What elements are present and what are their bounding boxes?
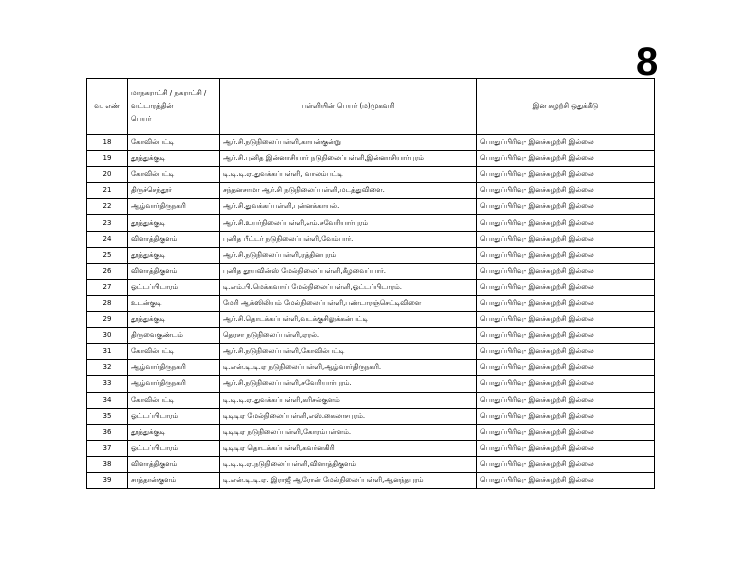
header-town-name	[128, 79, 220, 135]
cell-school-name-address: சந்தனசாமா ஆர்.சி நடுநிலைப்பள்ளி,மடத்துவிளை.	[220, 183, 477, 199]
table-row	[87, 167, 655, 183]
cell-serial-number: 24	[87, 231, 128, 247]
cell-rotation-quota: பொதுப்பிரிவு- இனச்சுழற்சி இல்லை	[477, 408, 655, 424]
cell-school-name-address: டி.டி.டி.ஏ.நடுநிலைப்பள்ளி,விளாத்திகுளம்	[220, 456, 477, 472]
cell-rotation-quota: பொதுப்பிரிவு- இனச்சுழற்சி இல்லை	[477, 312, 655, 328]
cell-school-name-address: ஆர்.சி.புனித இன்னாசியார் நடுநிலைப்பள்ளி,இன்னாசியார்புரம்	[220, 151, 477, 167]
table-row	[87, 279, 655, 295]
cell-town-name: திருவைகுண்டம்	[128, 328, 220, 344]
cell-serial-number: 21	[87, 183, 128, 199]
cell-town-name: உடன்குடி	[128, 295, 220, 311]
cell-town-name: சாத்தான்குளம்	[128, 472, 220, 488]
cell-rotation-quota: பொதுப்பிரிவு- இனச்சுழற்சி இல்லை	[477, 231, 655, 247]
cell-rotation-quota: பொதுப்பிரிவு- இனச்சுழற்சி இல்லை	[477, 424, 655, 440]
cell-serial-number: 33	[87, 376, 128, 392]
table-row	[87, 215, 655, 231]
header-town-line-2: வட்டாரத்தின்	[131, 102, 174, 110]
cell-serial-number: 20	[87, 167, 128, 183]
cell-rotation-quota: பொதுப்பிரிவு- இனச்சுழற்சி இல்லை	[477, 456, 655, 472]
cell-town-name: திருச்செந்தூர்	[128, 183, 220, 199]
cell-school-name-address: ஆர்.சி.தொடக்கப்பள்ளி,வடக்குசிலுக்கன்பட்டி	[220, 312, 477, 328]
cell-serial-number: 26	[87, 263, 128, 279]
table-row	[87, 424, 655, 440]
cell-town-name: தூத்துக்குடி	[128, 247, 220, 263]
cell-rotation-quota: பொதுப்பிரிவு- இனச்சுழற்சி இல்லை	[477, 183, 655, 199]
cell-rotation-quota: பொதுப்பிரிவு- இனச்சுழற்சி இல்லை	[477, 392, 655, 408]
table-row	[87, 456, 655, 472]
cell-rotation-quota: பொதுப்பிரிவு- இனச்சுழற்சி இல்லை	[477, 376, 655, 392]
cell-school-name-address: தெரசா நடுநிலைப்பள்ளி,ஏரல்.	[220, 328, 477, 344]
cell-rotation-quota: பொதுப்பிரிவு- இனச்சுழற்சி இல்லை	[477, 247, 655, 263]
cell-serial-number: 23	[87, 215, 128, 231]
cell-town-name: ஆழ்வார்திருநகரி	[128, 376, 220, 392]
cell-town-name: ஓட்டப்பிடாரம்	[128, 279, 220, 295]
cell-town-name: ஆழ்வார்திருநகரி	[128, 199, 220, 215]
table-row	[87, 247, 655, 263]
cell-rotation-quota: பொதுப்பிரிவு- இனச்சுழற்சி இல்லை	[477, 328, 655, 344]
table-row	[87, 360, 655, 376]
header-school-name-address: பள்ளியின் பெயர் (ம)முகவரி	[220, 79, 477, 135]
table-row	[87, 135, 655, 151]
cell-town-name: தூத்துக்குடி	[128, 312, 220, 328]
table-row	[87, 408, 655, 424]
cell-serial-number: 34	[87, 392, 128, 408]
cell-serial-number: 30	[87, 328, 128, 344]
cell-rotation-quota: பொதுப்பிரிவு- இனச்சுழற்சி இல்லை	[477, 344, 655, 360]
page-number: 8	[636, 40, 659, 84]
cell-school-name-address: ஆர்.சி.துவக்கப்பள்ளி,புன்னக்காயல்.	[220, 199, 477, 215]
cell-school-name-address: புனித தூயவின்ஸ் மேல்நிலைப்பள்ளி,கீழவைப்பார்.	[220, 263, 477, 279]
cell-town-name: ஓட்டப்பிடாரம்	[128, 408, 220, 424]
cell-town-name: தூத்துக்குடி	[128, 424, 220, 440]
cell-school-name-address: ஆர்.சி.நடுநிலைப்பள்ளி,கோவில்பட்டி	[220, 344, 477, 360]
table-row	[87, 392, 655, 408]
cell-serial-number: 35	[87, 408, 128, 424]
cell-town-name: கோவில்பட்டி	[128, 344, 220, 360]
cell-rotation-quota: பொதுப்பிரிவு- இனச்சுழற்சி இல்லை	[477, 167, 655, 183]
cell-town-name: கோவில்பட்டி	[128, 135, 220, 151]
cell-school-name-address: டி.டி.டி.ஏ.துவக்கப்பள்ளி, வாலம்பட்டி	[220, 167, 477, 183]
cell-school-name-address: புனித பீட்டர் நடுநிலைப்பள்ளி,வேம்பார்.	[220, 231, 477, 247]
header-serial-number: வ. எண்	[87, 79, 128, 135]
table-row	[87, 231, 655, 247]
cell-serial-number: 38	[87, 456, 128, 472]
cell-rotation-quota: பொதுப்பிரிவு- இனச்சுழற்சி இல்லை	[477, 360, 655, 376]
table-row	[87, 312, 655, 328]
cell-serial-number: 36	[87, 424, 128, 440]
table-row	[87, 344, 655, 360]
table-row	[87, 263, 655, 279]
cell-town-name: விளாத்திகுளம்	[128, 456, 220, 472]
cell-serial-number: 22	[87, 199, 128, 215]
cell-serial-number: 29	[87, 312, 128, 328]
cell-town-name: தூத்துக்குடி	[128, 215, 220, 231]
cell-school-name-address: டி.என்.டி.டி.ஏ. இராஜீ ஆரோன் மேல்நிலைப்பள்ளி,ஆனந்தபுரம்	[220, 472, 477, 488]
cell-school-name-address: டிடிடிஏ மேல்நிலைப்பள்ளி,எஸ்.கைலாசபுரம்.	[220, 408, 477, 424]
cell-school-name-address: டி.என்.டி.டி.ஏ நடுநிலைப்பள்ளி,ஆழ்வார்திருநகரி.	[220, 360, 477, 376]
header-rotation-quota: இன சுழற்சி ஒதுக்கீடு	[477, 79, 655, 135]
header-town-line-3: பெயர்	[131, 115, 152, 123]
table-header-row	[87, 79, 655, 135]
table-row	[87, 151, 655, 167]
table-row	[87, 472, 655, 488]
table-row	[87, 199, 655, 215]
school-allocation-table	[86, 78, 655, 489]
cell-rotation-quota: பொதுப்பிரிவு- இனச்சுழற்சி இல்லை	[477, 151, 655, 167]
cell-school-name-address: டி.டி.டி.ஏ.துவக்கப்பள்ளி,கரிசல்குளம்	[220, 392, 477, 408]
cell-school-name-address: டிடிடிஏ தொடக்கப்பள்ளி,கவர்னகிரி	[220, 440, 477, 456]
cell-town-name: ஓட்டப்பிடாரம்	[128, 440, 220, 456]
cell-town-name: விளாத்திகுளம்	[128, 263, 220, 279]
cell-serial-number: 39	[87, 472, 128, 488]
cell-rotation-quota: பொதுப்பிரிவு- இனச்சுழற்சி இல்லை	[477, 295, 655, 311]
cell-school-name-address: ஆர்.சி.நடுநிலைப்பள்ளி,காயன்குன்று	[220, 135, 477, 151]
cell-rotation-quota: பொதுப்பிரிவு- இனச்சுழற்சி இல்லை	[477, 215, 655, 231]
cell-serial-number: 19	[87, 151, 128, 167]
table-row	[87, 328, 655, 344]
cell-school-name-address: ஆர்.சி.உயர்நிலைப்பள்ளி,எம்.சவேரியார்புரம்	[220, 215, 477, 231]
cell-school-name-address: ஆர்.சி.நடுநிலைப்பள்ளி,சவேரியார்புரம்.	[220, 376, 477, 392]
cell-school-name-address: மேரி ஆக்ஸிலியம் மேல்நிலைப்பள்ளி,பண்டாரஞ்செட்டிவிளை	[220, 295, 477, 311]
cell-town-name: தூத்துக்குடி	[128, 151, 220, 167]
table-row	[87, 183, 655, 199]
cell-rotation-quota: பொதுப்பிரிவு- இனச்சுழற்சி இல்லை	[477, 279, 655, 295]
cell-town-name: கோவில்பட்டி	[128, 392, 220, 408]
cell-town-name: விளாத்திகுளம்	[128, 231, 220, 247]
cell-town-name: ஆழ்வார்திருநகரி	[128, 360, 220, 376]
cell-rotation-quota: பொதுப்பிரிவு- இனச்சுழற்சி இல்லை	[477, 472, 655, 488]
cell-serial-number: 27	[87, 279, 128, 295]
header-town-line-1: மாநகராட்சி / நகராட்சி /	[131, 89, 207, 97]
cell-town-name: கோவில்பட்டி	[128, 167, 220, 183]
table-row	[87, 440, 655, 456]
cell-rotation-quota: பொதுப்பிரிவு- இனச்சுழற்சி இல்லை	[477, 263, 655, 279]
cell-serial-number: 37	[87, 440, 128, 456]
cell-serial-number: 28	[87, 295, 128, 311]
cell-rotation-quota: பொதுப்பிரிவு- இனச்சுழற்சி இல்லை	[477, 199, 655, 215]
table-row	[87, 295, 655, 311]
cell-school-name-address: ஆர்.சி.நடுநிலைப்பள்ளி,ரத்தினபுரம்	[220, 247, 477, 263]
cell-serial-number: 25	[87, 247, 128, 263]
cell-rotation-quota: பொதுப்பிரிவு- இனச்சுழற்சி இல்லை	[477, 135, 655, 151]
cell-serial-number: 32	[87, 360, 128, 376]
cell-rotation-quota: பொதுப்பிரிவு- இனச்சுழற்சி இல்லை	[477, 440, 655, 456]
cell-serial-number: 18	[87, 135, 128, 151]
cell-school-name-address: டிடிடிஏ நடுநிலைப்பள்ளி,கோரம்பள்ளம்.	[220, 424, 477, 440]
cell-school-name-address: டி.எம்.பி.மெக்கவாய் மேல்நிலைப்பள்ளி,ஓட்டப்பிடாரம்.	[220, 279, 477, 295]
cell-serial-number: 31	[87, 344, 128, 360]
table-row	[87, 376, 655, 392]
